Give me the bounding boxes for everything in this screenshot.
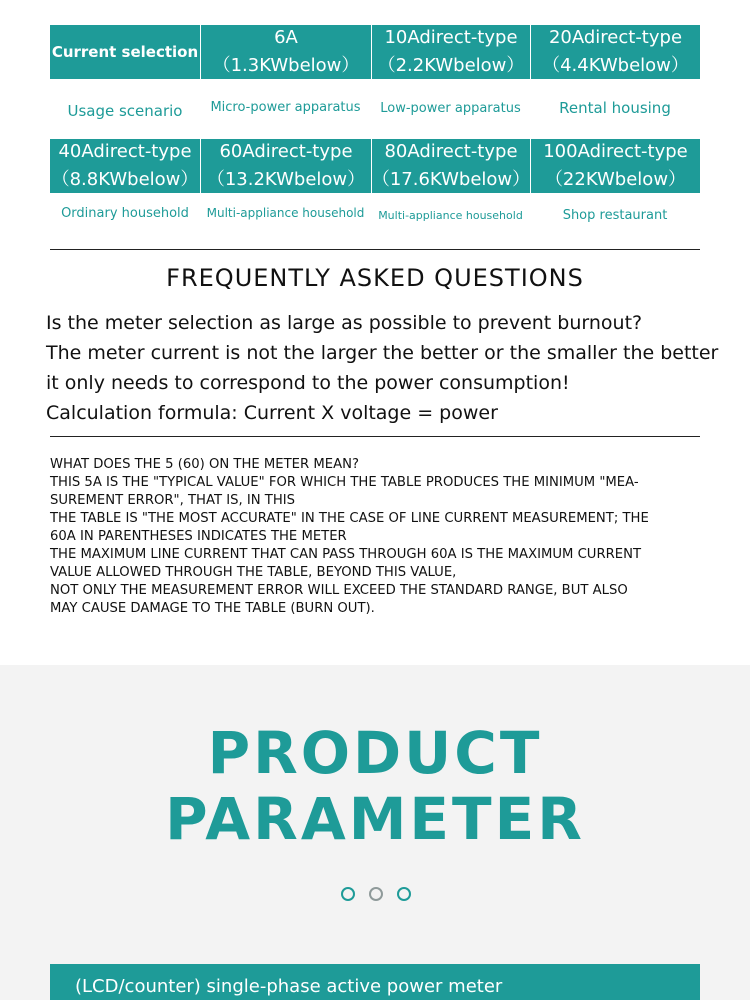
product-parameter-title-line-2: PARAMETER — [165, 785, 585, 853]
current-table-header-row-2 — [50, 139, 700, 193]
header-cell-60a: 60Adirect-type （13.2KWbelow） — [200, 139, 371, 193]
scenario-cell: Micro-power apparatus — [210, 99, 361, 115]
note-line: WHAT DOES THE 5 (60) ON THE METER MEAN? — [50, 457, 359, 472]
header-cell-current-selection: Current selection — [50, 25, 200, 79]
product-name-bar — [50, 964, 700, 1000]
faq-line: Is the meter selection as large as possible to prevent burnout? — [46, 312, 643, 334]
meter-rating-note — [50, 456, 710, 618]
carousel-indicator — [341, 887, 411, 901]
scenario-cell: Ordinary household — [61, 205, 189, 221]
note-line: SUREMENT ERROR", THAT IS, IN THIS — [50, 493, 296, 508]
carousel-dot[interactable] — [369, 887, 383, 901]
carousel-dot[interactable] — [397, 887, 411, 901]
divider — [50, 249, 700, 250]
header-cell-80a: 80Adirect-type （17.6KWbelow） — [371, 139, 530, 193]
scenario-cell: Low-power apparatus — [380, 100, 521, 116]
faq-line: The meter current is not the larger the better or the smaller the better — [46, 342, 719, 364]
note-line: VALUE ALLOWED THROUGH THE TABLE, BEYOND THIS VALUE, — [50, 565, 457, 580]
carousel-dot[interactable] — [341, 887, 355, 901]
header-cell-6a: 6A （1.3KWbelow） — [200, 25, 371, 79]
divider — [50, 436, 700, 437]
header-cell-20a: 20Adirect-type （4.4KWbelow） — [530, 25, 700, 79]
scenario-cell: Multi-appliance household — [378, 208, 523, 222]
header-cell-40a: 40Adirect-type （8.8KWbelow） — [50, 139, 200, 193]
scenario-cell: Multi-appliance household — [206, 206, 365, 220]
note-line: NOT ONLY THE MEASUREMENT ERROR WILL EXCEED THE STANDARD RANGE, BUT ALSO — [50, 583, 628, 598]
note-line: THIS 5A IS THE "TYPICAL VALUE" FOR WHICH THE TABLE PRODUCES THE MINIMUM "MEA- — [50, 475, 639, 490]
note-line: 60A IN PARENTHESES INDICATES THE METER — [50, 529, 347, 544]
product-parameter-title-line-1: PRODUCT — [207, 719, 543, 787]
scenario-cell: Shop restaurant — [562, 207, 668, 223]
scenario-row-1 — [50, 89, 700, 131]
scenario-cell: Usage scenario — [67, 102, 183, 120]
faq-line: it only needs to correspond to the power consumption! — [46, 372, 570, 394]
faq-line: Calculation formula: Current X voltage = power — [46, 402, 498, 424]
note-line: THE TABLE IS "THE MOST ACCURATE" IN THE CASE OF LINE CURRENT MEASUREMENT; THE — [50, 511, 649, 526]
note-line: MAY CAUSE DAMAGE TO THE TABLE (BURN OUT). — [50, 601, 375, 616]
scenario-cell: Rental housing — [559, 99, 671, 117]
product-name: (LCD/counter) single-phase active power meter — [75, 976, 503, 997]
product-parameter-title — [0, 720, 750, 852]
faq-body — [46, 308, 736, 428]
note-line: THE MAXIMUM LINE CURRENT THAT CAN PASS THROUGH 60A IS THE MAXIMUM CURRENT — [50, 547, 642, 562]
header-cell-100a: 100Adirect-type （22KWbelow） — [530, 139, 700, 193]
scenario-row-2 — [50, 194, 700, 236]
header-cell-10a: 10Adirect-type （2.2KWbelow） — [371, 25, 530, 79]
current-table-header-row-1 — [50, 25, 700, 79]
faq-title: FREQUENTLY ASKED QUESTIONS — [166, 264, 584, 292]
